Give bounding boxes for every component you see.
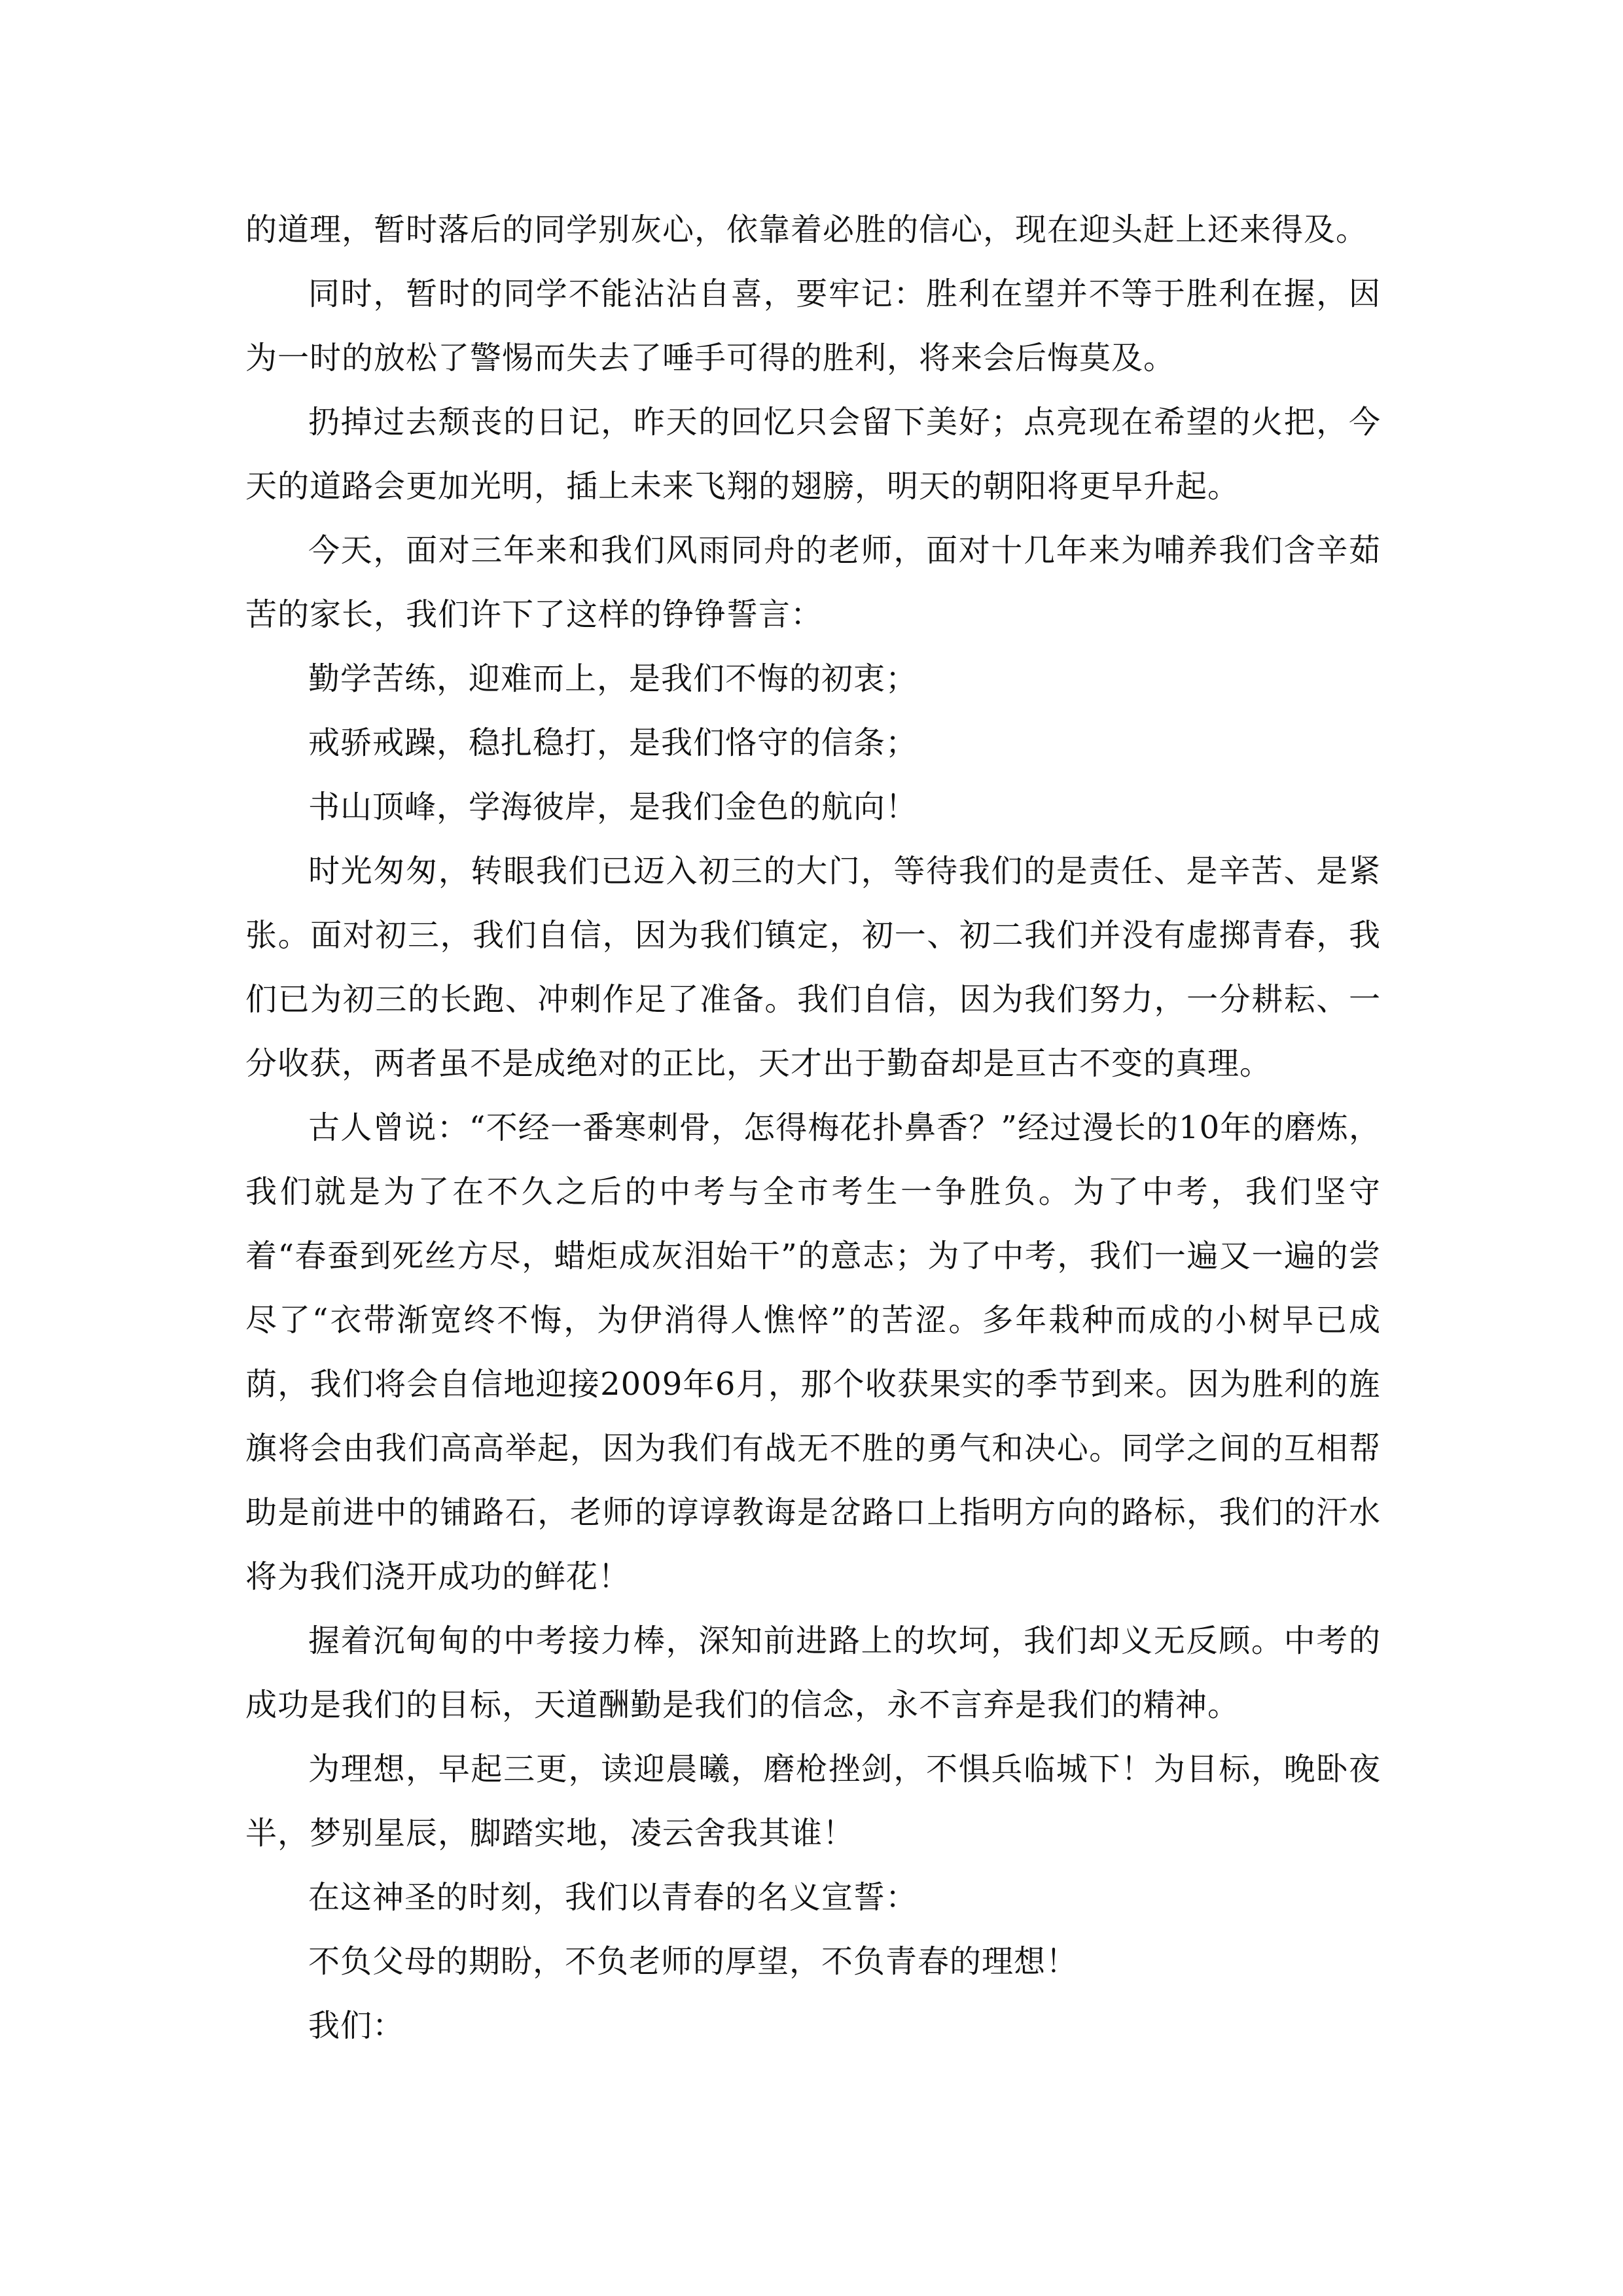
paragraph: 在这神圣的时刻，我们以青春的名义宣誓：: [308, 1879, 918, 1916]
paragraph-continuation: 的道理，暂时落后的同学别灰心，依靠着必胜的信心，现在迎头赶上还来得及。: [245, 211, 1368, 248]
paragraph: 我们：: [308, 2007, 405, 2044]
paragraph: 今天，面对三年来和我们风雨同舟的老师，面对十几年来为哺养我们含辛茹苦的家长，我们许下了这样的铮铮誓言：: [245, 532, 1381, 633]
paragraph: 不负父母的期盼，不负老师的厚望，不负青春的理想！: [308, 1943, 1079, 1980]
oath-line: 书山顶峰，学海彼岸，是我们金色的航向！: [308, 789, 918, 825]
oath-line: 戒骄戒躁，稳扎稳打，是我们恪守的信条；: [308, 725, 918, 761]
body-text: [245, 198, 1381, 2058]
paragraph: 同时，暂时的同学不能沾沾自喜，要牢记：胜利在望并不等于胜利在握，因为一时的放松了警惕而失去了唾手可得的胜利，将来会后悔莫及。: [245, 276, 1381, 376]
paragraph: 时光匆匆，转眼我们已迈入初三的大门，等待我们的是责任、是辛苦、是紧张。面对初三，我们自信，因为我们镇定，初一、初二我们并没有虚掷青春，我们已为初三的长跑、冲刺作足了准备。我们自信，因为我们努力，一分耕耘、一分收获，两者虽不是成绝对的正比，天才出于勤奋却是亘古不变的真理。: [245, 853, 1381, 1082]
paragraph: 扔掉过去颓丧的日记，昨天的回忆只会留下美好；点亮现在希望的火把，今天的道路会更加光明，插上未来飞翔的翅膀，明天的朝阳将更早升起。: [245, 404, 1381, 505]
paragraph: 古人曾说：“不经一番寒刺骨，怎得梅花扑鼻香？”经过漫长的10年的磨炼，我们就是为了在不久之后的中考与全市考生一争胜负。为了中考，我们坚守着“春蚕到死丝方尽，蜡炬成灰泪始干”的意志；为了中考，我们一遍又一遍的尝尽了“衣带渐宽终不悔，为伊消得人憔悴”的苦涩。多年栽种而成的小树早已成荫，我们将会自信地迎接2009年6月，那个收获果实的季节到来。因为胜利的旌旗将会由我们高高举起，因为我们有战无不胜的勇气和决心。同学之间的互相帮助是前进中的铺路石，老师的谆谆教诲是岔路口上指明方向的路标，我们的汗水将为我们浇开成功的鲜花！: [245, 1109, 1381, 1595]
oath-line: 勤学苦练，迎难而上，是我们不悔的初衷；: [308, 660, 918, 697]
paragraph: 为理想，早起三更，读迎晨曦，磨枪挫剑，不惧兵临城下！为目标，晚卧夜半，梦别星辰，脚踏实地，凌云舍我其谁！: [245, 1751, 1381, 1852]
paragraph: 握着沉甸甸的中考接力棒，深知前进路上的坎坷，我们却义无反顾。中考的成功是我们的目标，天道酬勤是我们的信念，永不言弃是我们的精神。: [245, 1623, 1381, 1723]
